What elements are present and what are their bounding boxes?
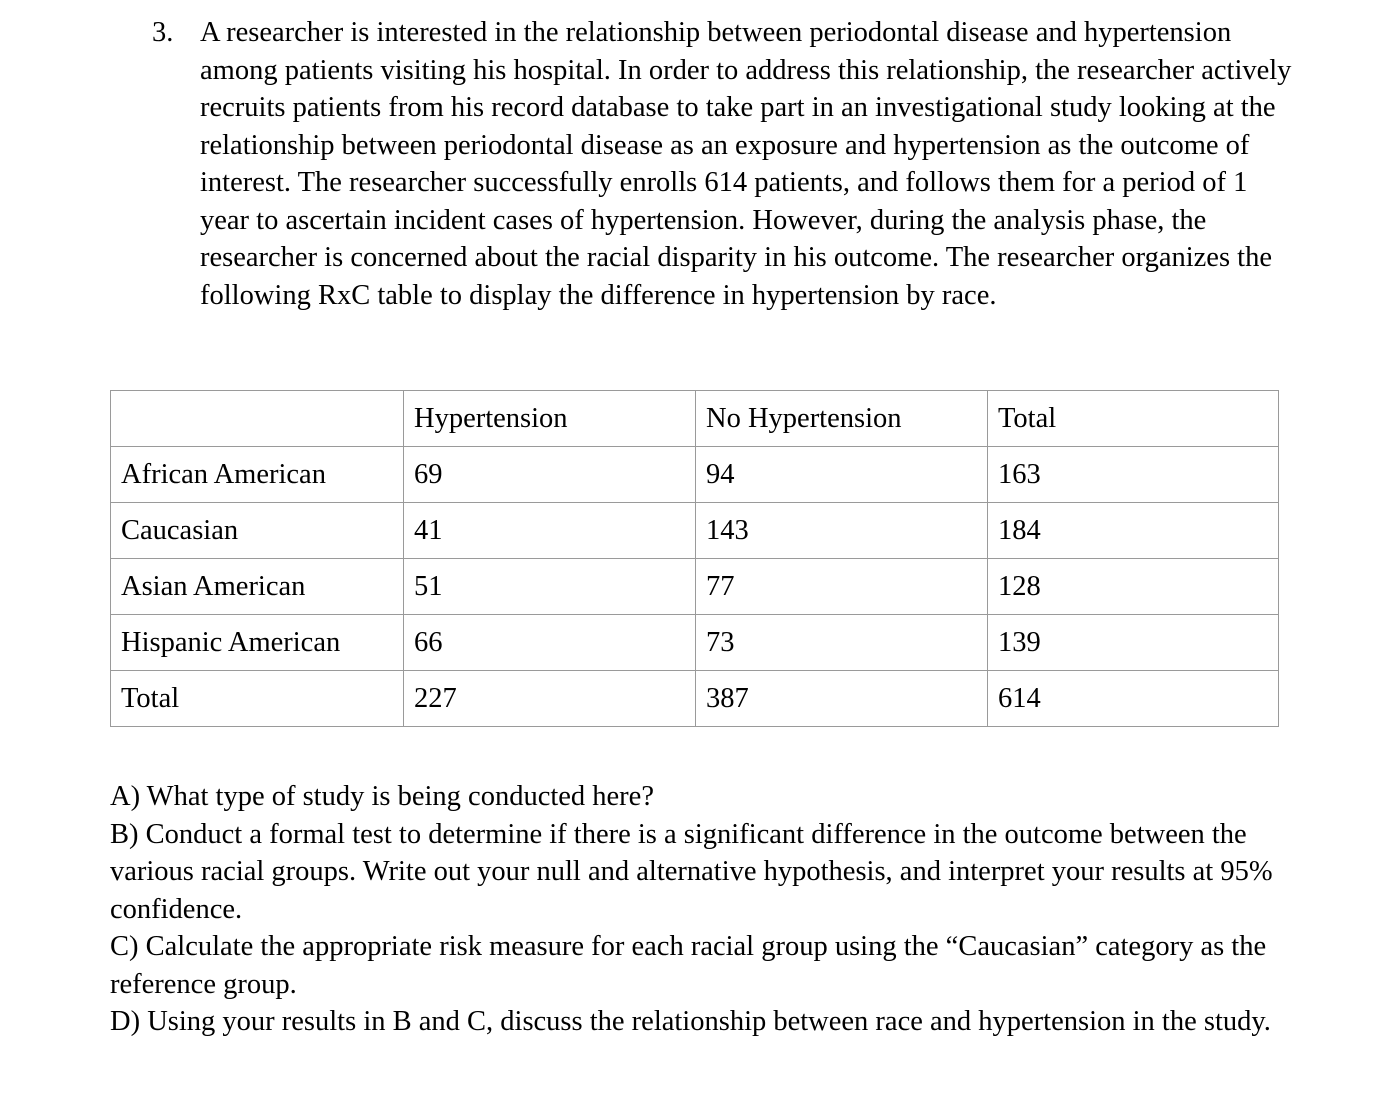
table-cell: 69 [404, 447, 696, 503]
table-cell: 139 [988, 615, 1279, 671]
table-row [111, 503, 1279, 559]
question-a: A) What type of study is being conducted here? [110, 781, 654, 812]
table-header-cell [111, 391, 404, 447]
table-cell: 163 [988, 447, 1279, 503]
table-cell: 94 [696, 447, 988, 503]
table-row-label: Total [111, 671, 404, 727]
question-b: B) Conduct a formal test to determine if there is a significant difference in the outcome between the various racial groups. Write out your null and alternative hypothesis, and interpret your results at 95% confidence. [110, 818, 1273, 925]
questions [110, 778, 1290, 1041]
table-header-row [111, 391, 1279, 447]
table-cell: 614 [988, 671, 1279, 727]
rxc-table [110, 390, 1279, 727]
table-cell: 66 [404, 615, 696, 671]
table-cell: 41 [404, 503, 696, 559]
problem-statement [152, 14, 1292, 314]
table-row [111, 615, 1279, 671]
table-row-label: Hispanic American [111, 615, 404, 671]
table-cell: 143 [696, 503, 988, 559]
problem-number: 3. [152, 17, 174, 48]
table-row-label: Caucasian [111, 503, 404, 559]
table-header-cell: No Hypertension [696, 391, 988, 447]
table-cell: 73 [696, 615, 988, 671]
question-c: C) Calculate the appropriate risk measure for each racial group using the “Caucasian” category as the reference group. [110, 931, 1267, 1000]
table-cell: 184 [988, 503, 1279, 559]
problem-text: A researcher is interested in the relationship between periodontal disease and hypertension among patients visiting his hospital. In order to address this relationship, the researcher actively recruits patients from his record database to take part in an investigational study looking at the relationship between periodontal disease as an exposure and hypertension as the outcome of interest. The researcher successfully enrolls 614 patients, and follows them for a period of 1 year to ascertain incident cases of hypertension. However, during the analysis phase, the researcher is concerned about the racial disparity in his outcome. The researcher organizes the following RxC table to display the difference in hypertension by race. [200, 17, 1292, 311]
question-d: D) Using your results in B and C, discuss the relationship between race and hypertension in the study. [110, 1006, 1271, 1037]
table-row [111, 559, 1279, 615]
table-cell: 77 [696, 559, 988, 615]
table-cell: 128 [988, 559, 1279, 615]
table-header-cell: Total [988, 391, 1279, 447]
table-row-label: African American [111, 447, 404, 503]
table-row-label: Asian American [111, 559, 404, 615]
table-cell: 387 [696, 671, 988, 727]
table-cell: 51 [404, 559, 696, 615]
table-total-row [111, 671, 1279, 727]
table-cell: 227 [404, 671, 696, 727]
table-row [111, 447, 1279, 503]
table-header-cell: Hypertension [404, 391, 696, 447]
